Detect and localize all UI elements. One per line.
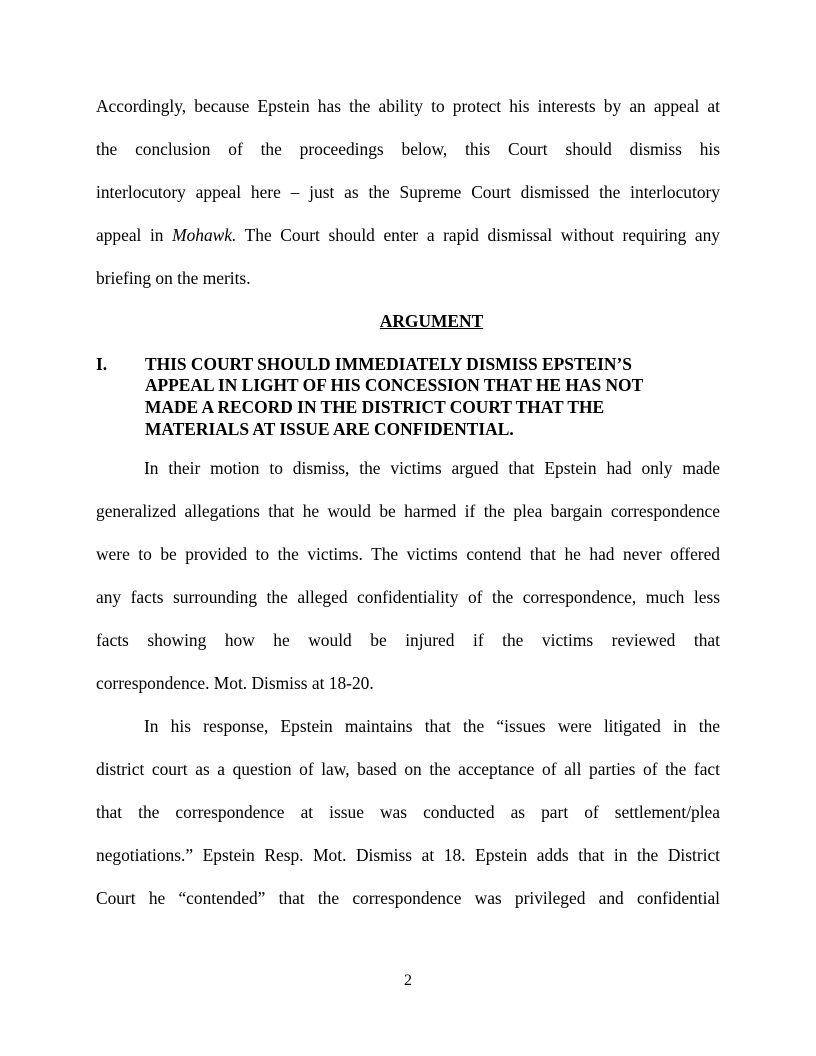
intro-line-5: briefing on the merits. [96,268,251,288]
intro-line-4-pre: appeal in [96,225,173,245]
case-name-mohawk: Mohawk. [172,225,237,245]
para1-line-3: were to be provided to the victims. The victims contend that he had never offered [96,544,720,564]
para1-line-2: generalized allegations that he would be harmed if the plea bargain correspondence [96,501,720,521]
intro-line-3: interlocutory appeal here – just as the Supreme Court dismissed the interlocutory [96,182,720,202]
intro-line-4-post: The Court should enter a rapid dismissal without requiring any [236,225,720,245]
para2-line-3: that the correspondence at issue was conducted as part of settlement/plea [96,802,720,822]
para1-line-1: In their motion to dismiss, the victims argued that Epstein had only made [144,458,720,478]
intro-line-2: the conclusion of the proceedings below, this Court should dismiss his [96,139,720,159]
para1-line-5: facts showing how he would be injured if the victims reviewed that [96,630,720,650]
para2-line-4: negotiations.” Epstein Resp. Mot. Dismiss at 18. Epstein adds that in the District [96,845,720,865]
section-title-line-3: MADE A RECORD IN THE DISTRICT COURT THAT THE [145,397,605,417]
section-title-line-4: MATERIALS AT ISSUE ARE CONFIDENTIAL. [145,419,514,439]
para1-line-4: any facts surrounding the alleged confidentiality of the correspondence, much less [96,587,720,607]
para2-line-2: district court as a question of law, based on the acceptance of all parties of the fact [96,759,720,779]
section-title-line-1: THIS COURT SHOULD IMMEDIATELY DISMISS EPSTEIN’S [145,354,632,374]
intro-line-1: Accordingly, because Epstein has the ability to protect his interests by an appeal at [96,96,720,116]
page-number: 2 [404,972,412,989]
para2-line-1: In his response, Epstein maintains that the “issues were litigated in the [144,716,720,736]
section-number: I. [96,354,108,374]
intro-line-4 [96,225,720,245]
para2-line-5: Court he “contended” that the correspondence was privileged and confidential [96,888,720,908]
section-title-line-2: APPEAL IN LIGHT OF HIS CONCESSION THAT HE HAS NOT [145,375,644,395]
argument-heading: ARGUMENT [379,311,484,331]
para1-line-6: correspondence. Mot. Dismiss at 18-20. [96,673,374,693]
